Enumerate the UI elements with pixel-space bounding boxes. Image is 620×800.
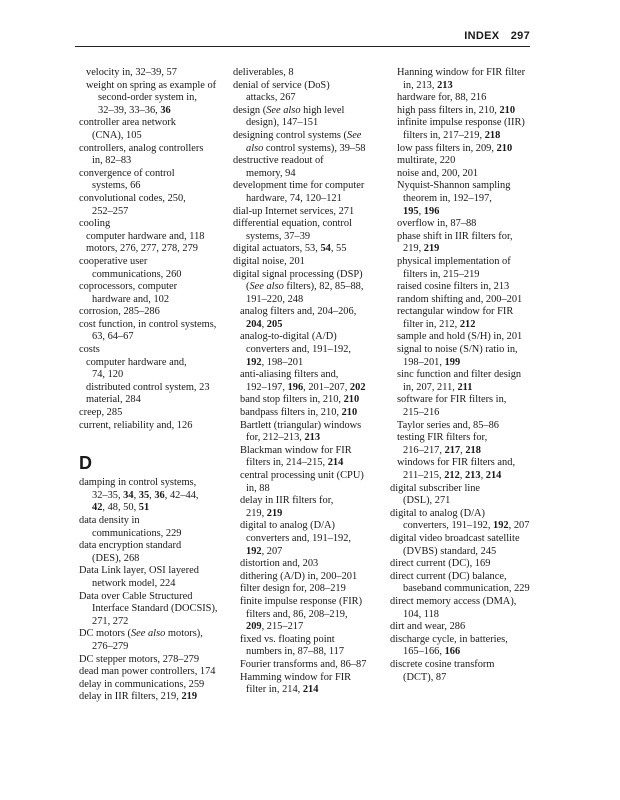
index-line: sample and hold (S/H) in, 201 bbox=[397, 331, 523, 343]
index-line: cooperative user bbox=[79, 255, 148, 267]
index-line: 104, 118 bbox=[403, 608, 439, 620]
index-line: fixed vs. floating point bbox=[240, 633, 335, 645]
index-line: 209, 215–217 bbox=[246, 621, 304, 633]
index-line: data encryption standard bbox=[79, 540, 182, 552]
index-line: filters in, 214–215, 214 bbox=[246, 457, 344, 469]
index-line: denial of service (DoS) bbox=[233, 79, 330, 91]
header-title: INDEX bbox=[464, 30, 500, 42]
index-line: dial-up Internet services, 271 bbox=[233, 205, 355, 217]
index-line: distributed control system, 23 bbox=[86, 381, 210, 393]
index-line: in, 207, 211, 211 bbox=[403, 381, 473, 393]
index-line: 204, 205 bbox=[246, 318, 283, 330]
index-line: Taylor series and, 85–86 bbox=[397, 419, 499, 431]
index-line: delay in IIR filters for, bbox=[240, 495, 334, 507]
index-line: filters in, 217–219, 218 bbox=[403, 129, 501, 141]
index-line: (DCT), 87 bbox=[403, 671, 447, 683]
index-line: convolutional codes, 250, bbox=[79, 192, 186, 204]
index-line: designing control systems (See bbox=[233, 129, 362, 141]
index-line: cooling bbox=[79, 218, 111, 230]
index-line: digital signal processing (DSP) bbox=[233, 268, 363, 280]
index-line: discrete cosine transform bbox=[390, 658, 495, 670]
index-line: development time for computer bbox=[233, 180, 365, 192]
index-line: sinc function and filter design bbox=[397, 369, 522, 381]
index-line: low pass filters in, 209, 210 bbox=[397, 142, 513, 154]
index-line: testing FIR filters for, bbox=[397, 432, 488, 444]
index-line: numbers in, 87–88, 117 bbox=[246, 646, 345, 658]
index-line: systems, 66 bbox=[92, 180, 141, 192]
index-line: costs bbox=[79, 344, 100, 356]
index-line: phase shift in IIR filters for, bbox=[397, 230, 513, 242]
index-line: controller area network bbox=[79, 117, 176, 129]
index-line: 198–201, 199 bbox=[403, 356, 461, 368]
index-line: Fourier transforms and, 86–87 bbox=[240, 658, 367, 670]
index-line: discharge cycle, in batteries, bbox=[390, 633, 508, 645]
index-line: (CNA), 105 bbox=[92, 129, 142, 141]
page-number: 297 bbox=[510, 30, 530, 42]
index-line: in, 82–83 bbox=[92, 155, 132, 167]
index-line: second-order system in, bbox=[98, 92, 197, 104]
index-line: cost function, in control systems, bbox=[79, 318, 217, 330]
index-line: Data Link layer, OSI layered bbox=[79, 565, 199, 577]
index-line: filters in, 215–219 bbox=[403, 268, 480, 280]
index-line: 165–166, 166 bbox=[403, 646, 461, 658]
index-line: dead man power controllers, 174 bbox=[79, 666, 216, 678]
index-line: converters and, 191–192, bbox=[246, 532, 352, 544]
section-letter: D bbox=[79, 453, 92, 474]
index-line: raised cosine filters in, 213 bbox=[397, 281, 510, 293]
index-line: computer hardware and, bbox=[86, 356, 187, 368]
index-line: Nyquist-Shannon sampling bbox=[397, 180, 511, 192]
index-line: controllers, analog controllers bbox=[79, 142, 204, 154]
index-line: direct current (DC) balance, bbox=[390, 570, 507, 582]
index-line: filters and, 86, 208–219, bbox=[246, 608, 348, 620]
index-line: dithering (A/D) in, 200–201 bbox=[240, 570, 358, 582]
index-line: digital to analog (D/A) bbox=[390, 507, 485, 519]
index-line: DC stepper motors, 278–279 bbox=[79, 653, 200, 665]
index-line: systems, 37–39 bbox=[246, 230, 311, 242]
index-line: hardware, 74, 120–121 bbox=[246, 192, 342, 204]
index-line: Bartlett (triangular) windows bbox=[240, 419, 362, 431]
index-line: attacks, 267 bbox=[246, 92, 296, 104]
index-line: 32–35, 34, 35, 36, 42–44, bbox=[92, 489, 199, 501]
index-line: Blackman window for FIR bbox=[240, 444, 352, 456]
index-column-3 bbox=[390, 67, 540, 684]
index-line: direct memory access (DMA), bbox=[390, 595, 517, 607]
index-line: bandpass filters in, 210, 210 bbox=[240, 407, 358, 419]
index-line: also control systems), 39–58 bbox=[246, 142, 366, 154]
index-line: finite impulse response (FIR) bbox=[240, 595, 363, 607]
index-line: filter in, 214, 214 bbox=[246, 684, 319, 696]
index-line: physical implementation of bbox=[397, 255, 511, 267]
index-column-1 bbox=[79, 67, 224, 704]
index-line: converters, 191–192, 192, 207 bbox=[403, 520, 530, 532]
index-line: random shifting and, 200–201 bbox=[397, 293, 523, 305]
index-line: destructive readout of bbox=[233, 155, 324, 167]
index-line: 192–197, 196, 201–207, 202 bbox=[246, 381, 366, 393]
index-line: current, reliability and, 126 bbox=[79, 419, 193, 431]
index-line: hardware for, 88, 216 bbox=[397, 92, 487, 104]
index-line: 211–215, 212, 213, 214 bbox=[403, 470, 502, 481]
index-line: communications, 260 bbox=[92, 268, 182, 280]
index-line: delay in communications, 259 bbox=[79, 678, 205, 690]
index-line: theorem in, 192–197, bbox=[403, 192, 492, 204]
index-line: for, 212–213, 213 bbox=[246, 432, 321, 444]
index-line: design), 147–151 bbox=[246, 117, 319, 129]
index-line: digital subscriber line bbox=[390, 482, 481, 494]
index-line: velocity in, 32–39, 57 bbox=[86, 67, 177, 78]
index-line: memory, 94 bbox=[246, 167, 296, 179]
index-line: (DES), 268 bbox=[92, 552, 140, 564]
index-line: motors, 276, 277, 278, 279 bbox=[86, 243, 198, 255]
index-column-2 bbox=[233, 67, 385, 697]
index-line: Hamming window for FIR bbox=[240, 671, 352, 683]
index-line: differential equation, control bbox=[233, 218, 352, 230]
index-line: direct current (DC), 169 bbox=[390, 558, 491, 570]
index-line: noise and, 200, 201 bbox=[397, 167, 479, 179]
index-line: analog-to-digital (A/D) bbox=[240, 331, 337, 343]
index-line: band stop filters in, 210, 210 bbox=[240, 394, 360, 406]
index-line: 219, 219 bbox=[246, 507, 283, 519]
index-line: infinite impulse response (IIR) bbox=[397, 117, 525, 129]
index-line: delay in IIR filters, 219, 219 bbox=[79, 691, 198, 703]
index-line: design (See also high level bbox=[233, 104, 345, 116]
index-line: convergence of control bbox=[79, 167, 175, 179]
index-line: (DVBS) standard, 245 bbox=[403, 545, 497, 557]
index-line: 215–216 bbox=[403, 407, 440, 419]
index-line: Data over Cable Structured bbox=[79, 590, 193, 602]
index-line: high pass filters in, 210, 210 bbox=[397, 104, 516, 116]
index-line: dirt and wear, 286 bbox=[390, 621, 466, 633]
index-line: deliverables, 8 bbox=[233, 67, 294, 78]
index-line: 32–39, 33–36, 36 bbox=[98, 104, 171, 116]
index-line: Hanning window for FIR filter bbox=[397, 67, 526, 78]
index-line: central processing unit (CPU) bbox=[240, 470, 364, 481]
index-line: in, 213, 213 bbox=[403, 79, 453, 91]
index-line: (DSL), 271 bbox=[403, 495, 451, 507]
index-line: corrosion, 285–286 bbox=[79, 306, 160, 318]
index-line: 191–220, 248 bbox=[246, 293, 304, 305]
index-line: 195, 196 bbox=[403, 205, 440, 217]
index-line: analog filters and, 204–206, bbox=[240, 306, 357, 318]
index-line: weight on spring as example of bbox=[86, 79, 217, 91]
index-line: 276–279 bbox=[92, 640, 129, 652]
index-line: digital to analog (D/A) bbox=[240, 520, 335, 532]
index-line: (See also filters), 82, 85–88, bbox=[246, 281, 364, 293]
index-line: communications, 229 bbox=[92, 527, 182, 539]
index-line: distortion and, 203 bbox=[240, 558, 319, 570]
index-line: creep, 285 bbox=[79, 407, 123, 419]
index-line: software for FIR filters in, bbox=[397, 394, 507, 406]
index-line: digital actuators, 53, 54, 55 bbox=[233, 243, 347, 255]
index-line: digital noise, 201 bbox=[233, 255, 305, 267]
index-line: 74, 120 bbox=[92, 369, 124, 381]
index-line: signal to noise (S/N) ratio in, bbox=[397, 344, 518, 356]
index-line: filter design for, 208–219 bbox=[240, 583, 346, 595]
index-line: overflow in, 87–88 bbox=[397, 218, 477, 230]
index-line: hardware and, 102 bbox=[92, 293, 170, 305]
index-line: baseband communication, 229 bbox=[403, 583, 530, 595]
index-line: material, 284 bbox=[86, 394, 141, 406]
index-line: windows for FIR filters and, bbox=[397, 457, 516, 469]
index-line: 42, 48, 50, 51 bbox=[92, 502, 150, 514]
index-line: 192, 207 bbox=[246, 545, 283, 557]
index-line: converters and, 191–192, bbox=[246, 344, 352, 356]
index-line: anti-aliasing filters and, bbox=[240, 369, 339, 381]
index-line: digital video broadcast satellite bbox=[390, 532, 520, 544]
index-line: 252–257 bbox=[92, 205, 129, 217]
index-line: rectangular window for FIR bbox=[397, 306, 514, 318]
index-line: 63, 64–67 bbox=[92, 331, 134, 343]
index-line: network model, 224 bbox=[92, 577, 176, 589]
index-line: in, 88 bbox=[246, 482, 270, 494]
section-gap bbox=[79, 432, 224, 444]
index-line: multirate, 220 bbox=[397, 155, 456, 167]
index-line: 219, 219 bbox=[403, 243, 440, 255]
index-line: damping in control systems, bbox=[79, 477, 197, 489]
index-line: 271, 272 bbox=[92, 615, 129, 627]
running-header bbox=[75, 30, 530, 46]
index-line: coprocessors, computer bbox=[79, 281, 178, 293]
header-rule bbox=[75, 46, 530, 47]
index-line: data density in bbox=[79, 515, 140, 526]
index-line: filter in, 212, 212 bbox=[403, 318, 476, 330]
index-line: DC motors (See also motors), bbox=[79, 628, 203, 640]
index-line: computer hardware and, 118 bbox=[86, 230, 205, 242]
index-line: Interface Standard (DOCSIS), bbox=[92, 603, 218, 615]
index-line: 216–217, 217, 218 bbox=[403, 444, 481, 456]
index-line: 192, 198–201 bbox=[246, 356, 304, 368]
